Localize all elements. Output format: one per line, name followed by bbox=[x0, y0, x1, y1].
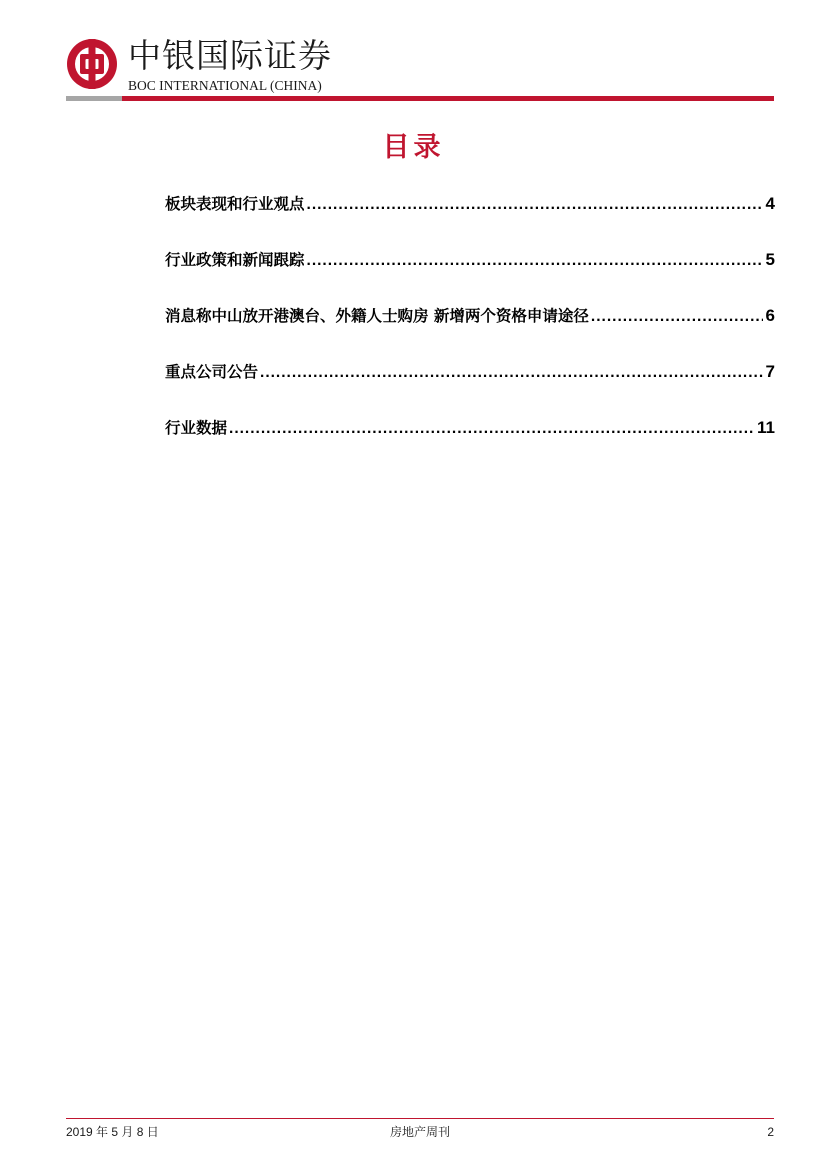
boc-logo-icon bbox=[66, 38, 118, 90]
toc-entry-label[interactable]: 重点公司公告 bbox=[165, 362, 259, 381]
toc-dot-leader bbox=[260, 364, 763, 382]
toc-entry[interactable] bbox=[165, 304, 775, 334]
toc-entry[interactable] bbox=[165, 416, 775, 446]
header-divider bbox=[66, 96, 774, 101]
page-footer bbox=[66, 1122, 774, 1142]
toc-entry[interactable] bbox=[165, 248, 775, 278]
toc-dot-leader bbox=[307, 252, 763, 270]
publication-name: 房地产周刊 bbox=[389, 1125, 450, 1139]
brand-name-cn: 中银国际证券 bbox=[128, 36, 332, 75]
toc-entry-label[interactable]: 板块表现和行业观点 bbox=[165, 194, 305, 213]
footer-divider bbox=[66, 1118, 774, 1119]
toc-entry-page[interactable]: 6 bbox=[765, 306, 775, 325]
toc-entry-page[interactable]: 7 bbox=[765, 362, 775, 381]
toc-title: 目录 bbox=[382, 132, 445, 163]
toc-dot-leader bbox=[591, 308, 763, 326]
toc-entry-label[interactable]: 行业政策和新闻跟踪 bbox=[165, 250, 305, 269]
toc-entry-label[interactable]: 行业数据 bbox=[165, 418, 228, 437]
report-date: 2019 年 5 月 8 日 bbox=[66, 1125, 159, 1139]
toc-entry[interactable] bbox=[165, 192, 775, 222]
toc-entry-page[interactable]: 4 bbox=[765, 194, 775, 213]
page-number: 2 bbox=[767, 1125, 774, 1139]
toc-entry-page[interactable]: 5 bbox=[765, 250, 775, 269]
toc-dot-leader bbox=[229, 420, 755, 438]
brand-name-en: BOC INTERNATIONAL (CHINA) bbox=[128, 78, 322, 93]
page-header bbox=[66, 34, 774, 104]
toc-entry-page[interactable]: 11 bbox=[757, 418, 775, 437]
toc-dot-leader bbox=[307, 196, 763, 214]
toc-entry-label[interactable]: 消息称中山放开港澳台、外籍人士购房 新增两个资格申请途径 bbox=[165, 306, 589, 325]
toc-entry[interactable] bbox=[165, 360, 775, 390]
